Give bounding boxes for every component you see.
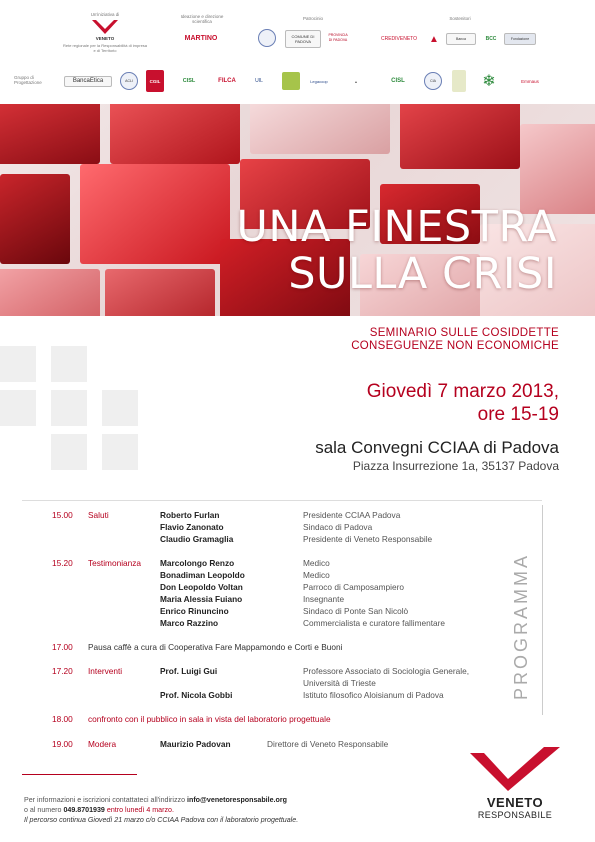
- continuation-text: Il percorso continua Giovedì 21 marzo c/o CCIAA Padova con il laboratorio progettuale.: [24, 816, 299, 824]
- red-cube-shape: [110, 104, 240, 164]
- speaker-name: Marcolongo Renzo: [160, 558, 235, 568]
- footer-info-line: [24, 795, 287, 805]
- speaker-name: Don Leopoldo Voltan: [160, 582, 243, 592]
- time-line: ore 15-19: [477, 404, 559, 425]
- contact-phone[interactable]: 049.8701939: [63, 806, 105, 814]
- speaker-role: Presidente CCIAA Padova: [303, 510, 401, 520]
- red-cube-shape: [250, 104, 390, 154]
- grey-square: [51, 346, 87, 382]
- red-cube-shape: [400, 104, 520, 169]
- grey-square: [0, 390, 36, 426]
- footer-divider: [22, 774, 137, 775]
- cgil-logo: CGIL: [146, 70, 164, 92]
- supporters-caption: Sostenitori: [449, 16, 471, 21]
- initiative-note: Rete regionale per la Responsabilità di impresa e di Territorio: [62, 43, 148, 53]
- phone-prefix: o al numero: [24, 806, 62, 814]
- uil-logo: UIL: [255, 77, 263, 84]
- speaker-role: Presidente di Veneto Responsabile: [303, 534, 433, 544]
- speaker-name: Claudio Gramaglia: [160, 534, 234, 544]
- break-text: Pausa caffè a cura di Cooperativa Fare Mappamondo e Corti e Buoni: [88, 642, 343, 652]
- hero-title-line-2: SULLA CRISI: [288, 249, 557, 299]
- grey-square: [102, 434, 138, 470]
- acli-logo: ACLI: [120, 72, 138, 90]
- speaker-role: Medico: [303, 570, 330, 580]
- speaker-name: Maurizio Padovan: [160, 739, 231, 749]
- bcc-logo: BCC: [485, 35, 497, 42]
- subtitle-line-2: CONSEGUENZE NON ECONOMICHE: [351, 340, 559, 352]
- speaker-role: Professore Associato di Sociologia Generale,: [303, 666, 470, 676]
- filca-logo-1: FILCA: [218, 77, 236, 84]
- seminar-subtitle: [351, 327, 559, 353]
- program-label: PROGRAMMA: [511, 552, 531, 700]
- speaker-role: Medico: [303, 558, 330, 568]
- grey-square: [102, 390, 138, 426]
- section-label: Interventi: [88, 666, 123, 676]
- speaker-name: Enrico Rinuncino: [160, 606, 229, 616]
- grey-square: [51, 434, 87, 470]
- time-slot: 19.00: [52, 739, 73, 749]
- contact-email-link[interactable]: info@venetoresponsabile.org: [187, 796, 287, 804]
- green-square-logo: [282, 72, 300, 90]
- program-vertical-divider: [542, 505, 543, 715]
- red-cube-shape: [80, 164, 230, 264]
- speaker-role: Sindaco di Ponte San Nicolò: [303, 606, 409, 616]
- program-top-divider: [22, 500, 542, 501]
- speaker-name: Flavio Zanonato: [160, 522, 224, 532]
- time-slot: 15.00: [52, 510, 73, 520]
- phone-deadline: entro lunedì 4 marzo.: [106, 806, 174, 814]
- event-date: [367, 380, 559, 426]
- speaker-name: Prof. Nicola Gobbi: [160, 690, 233, 700]
- speaker-name: Roberto Furlan: [160, 510, 220, 520]
- speaker-role: Sindaco di Padova: [303, 522, 373, 532]
- lama-logo: ▲: [354, 79, 358, 84]
- subtitle-line-1: SEMINARIO SULLE COSIDDETTE: [369, 327, 559, 339]
- speaker-role: Istituto filosofico Aloisianum di Padova: [303, 690, 444, 700]
- section-label: Saluti: [88, 510, 109, 520]
- legacoop-logo: Legacoop: [310, 78, 328, 84]
- confcooperative-icon: ❄: [482, 72, 496, 90]
- speaker-role: Parroco di Camposampiero: [303, 582, 404, 592]
- bancaetica-logo: BancaEtica: [64, 76, 112, 87]
- time-slot: 18.00: [52, 714, 73, 724]
- time-slot: 15.20: [52, 558, 73, 568]
- speaker-name: Marco Razzino: [160, 618, 219, 628]
- project-group-caption: Gruppo di Progettazione: [14, 75, 42, 85]
- logo-subname: RESPONSABILE: [477, 810, 553, 820]
- red-cube-shape: [0, 104, 100, 164]
- info-prefix: Per informazioni e iscrizioni contattateci all'indirizzo: [24, 796, 186, 804]
- speaker-role: Commercialista e curatore fallimentare: [303, 618, 446, 628]
- speaker-role: Insegnante: [303, 594, 345, 604]
- filca-logo-2: [452, 70, 466, 92]
- speaker-name: Prof. Luigi Gui: [160, 666, 218, 676]
- event-venue: sala Convegni CCIAA di Padova: [315, 438, 559, 457]
- comune-padova-logo: COMUNE DI PADOVA: [285, 30, 321, 48]
- red-cube-shape: [105, 269, 215, 316]
- hero-title-line-1: UNA FINESTRA: [236, 202, 557, 252]
- initiative-caption: Un'iniziativa di: [90, 12, 120, 17]
- red-cube-shape: [520, 124, 595, 214]
- ideation-caption: Ideazione e direzione scientifica: [180, 14, 224, 24]
- speaker-role: Direttore di Veneto Responsabile: [267, 739, 389, 749]
- red-cube-shape: [0, 174, 70, 264]
- speaker-name: Bonadiman Leopoldo: [160, 570, 245, 580]
- cisl-logo-2: CISL: [391, 77, 405, 84]
- grey-square: [0, 346, 36, 382]
- date-line: Giovedì 7 marzo 2013,: [366, 381, 559, 402]
- section-label: Testimonianza: [88, 558, 142, 568]
- banca-logo-text: Banca: [446, 33, 476, 45]
- crediveneto-logo: CREDIVENETO: [380, 35, 418, 42]
- banca-logo: ▲: [429, 33, 439, 45]
- footer-continuation: [24, 815, 298, 825]
- hero-title: [236, 204, 557, 298]
- provincia-padova-logo: PROVINCIA DI PADOVA: [328, 33, 348, 42]
- initiative-logo-text: VENETO: [95, 36, 115, 41]
- cia-logo: CIA: [424, 72, 442, 90]
- speaker-role-continued: Università di Trieste: [303, 678, 376, 688]
- footer-phone-line: [24, 805, 174, 815]
- logo-name: VENETO: [486, 795, 544, 810]
- cisl-logo-1: CISL: [182, 77, 196, 84]
- cciaa-seal-icon: [258, 29, 276, 47]
- veneto-responsabile-small-logo: [90, 18, 120, 36]
- speaker-name: Maria Alessia Fuiano: [160, 594, 243, 604]
- time-slot: 17.00: [52, 642, 73, 652]
- section-label: Modera: [88, 739, 117, 749]
- red-cube-shape: [0, 269, 100, 316]
- time-slot: 17.20: [52, 666, 73, 676]
- event-address: Piazza Insurrezione 1a, 35137 Padova: [352, 459, 559, 473]
- grey-square: [51, 390, 87, 426]
- martino-logo: MARTINO: [184, 34, 218, 42]
- fondazione-logo: Fondazione: [504, 33, 536, 45]
- discussion-text: confronto con il pubblico in sala in vista del laboratorio progettuale: [88, 714, 331, 724]
- patronage-caption: Patrocinio: [302, 16, 323, 21]
- emmaus-logo: Emmaus: [521, 78, 539, 84]
- hero-banner: [0, 104, 595, 316]
